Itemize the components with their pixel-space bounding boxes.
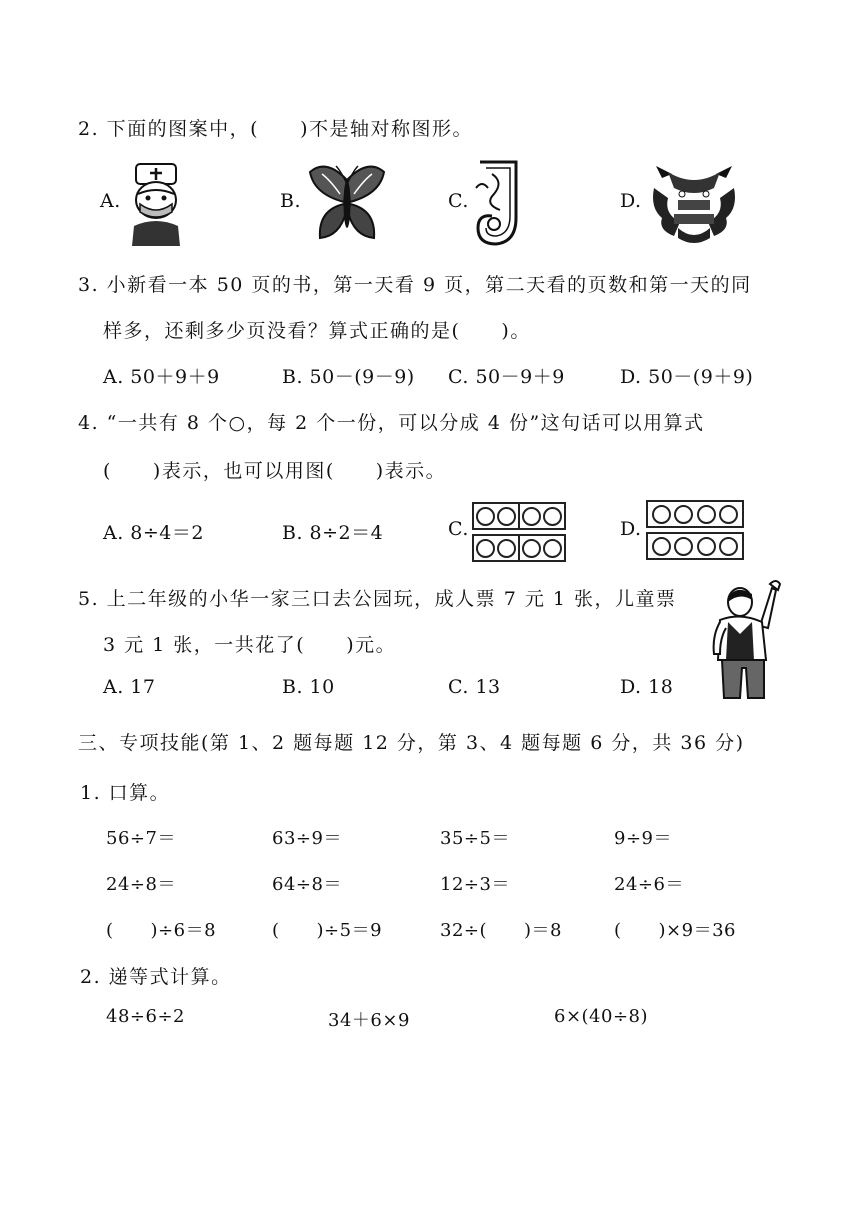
q5-line1: 5. 上二年级的小华一家三口去公园玩，成人票 7 元 1 张，儿童票 <box>78 588 677 610</box>
circle-icon <box>476 507 495 526</box>
oral-item: 9÷9＝ <box>614 828 672 849</box>
divider <box>518 503 520 529</box>
circle-icon <box>497 507 516 526</box>
q4-option-c: C. <box>448 518 469 540</box>
q4-line1: 4. “一共有 8 个○，每 2 个一份，可以分成 4 份”这句话可以用算式 <box>78 412 705 434</box>
oral-item: 35÷5＝ <box>440 828 510 849</box>
q3-option-b: B. 50－(9－9) <box>282 366 415 388</box>
oral-item: ( )÷6＝8 <box>106 920 217 941</box>
q2-text: 2. 下面的图案中，( )不是轴对称图形。 <box>78 118 473 140</box>
oral-item: 12÷3＝ <box>440 874 510 895</box>
q2-option-d-label: D. <box>620 190 642 212</box>
circle-group-box <box>646 500 744 528</box>
boy-waving-icon <box>706 576 786 700</box>
oral-item: 64÷8＝ <box>272 874 342 895</box>
circle-icon <box>697 537 716 556</box>
oral-item: 56÷7＝ <box>106 828 176 849</box>
circle-icon <box>522 507 541 526</box>
q2-option-b-label: B. <box>280 190 302 212</box>
circle-icon <box>697 505 716 524</box>
oral-calc-title: 1. 口算。 <box>80 782 171 804</box>
q3-option-d: D. 50－(9＋9) <box>620 366 754 388</box>
circle-icon <box>674 537 693 556</box>
q5-option-d: D. 18 <box>620 676 674 698</box>
circle-icon <box>719 505 738 524</box>
q2-option-a-label: A. <box>100 190 121 212</box>
twin-phoenix-icon <box>648 158 740 246</box>
stepwise-item: 34＋6×9 <box>328 1010 410 1031</box>
oral-item: ( )÷5＝9 <box>272 920 383 941</box>
q3-line1: 3. 小新看一本 50 页的书，第一天看 9 页，第二天看的页数和第一天的同 <box>78 274 752 296</box>
section-3-title: 三、专项技能(第 1、2 题每题 12 分，第 3、4 题每题 6 分，共 36 分) <box>78 732 745 754</box>
q5-line2: 3 元 1 张，一共花了( )元。 <box>103 634 397 656</box>
q3-line2: 样多，还剩多少页没看？算式正确的是( )。 <box>103 320 531 342</box>
circle-icon <box>543 539 562 558</box>
circle-icon <box>652 505 671 524</box>
q2-option-c-label: C. <box>448 190 469 212</box>
q4-option-d: D. <box>620 518 642 540</box>
q4-line2: ( )表示，也可以用图( )表示。 <box>103 460 447 482</box>
circle-icon <box>497 539 516 558</box>
q4-option-a: A. 8÷4＝2 <box>103 522 204 544</box>
stepwise-item: 6×(40÷8) <box>554 1006 649 1027</box>
q4-option-b: B. 8÷2＝4 <box>282 522 384 544</box>
nurse-face-icon <box>128 160 184 246</box>
circle-group-box <box>472 502 566 530</box>
oral-item: 32÷( )＝8 <box>440 920 562 941</box>
divider <box>518 535 520 561</box>
butterfly-icon <box>306 160 388 244</box>
circle-group-box <box>472 534 566 562</box>
stepwise-item: 48÷6÷2 <box>106 1006 185 1027</box>
oral-item: 24÷6＝ <box>614 874 684 895</box>
circle-icon <box>652 537 671 556</box>
circle-icon <box>674 505 693 524</box>
oral-item: 63÷9＝ <box>272 828 342 849</box>
circle-icon <box>476 539 495 558</box>
q3-option-c: C. 50－9＋9 <box>448 366 565 388</box>
q5-option-b: B. 10 <box>282 676 335 698</box>
q5-option-a: A. 17 <box>103 676 156 698</box>
stepwise-calc-title: 2. 递等式计算。 <box>80 966 232 988</box>
ornate-letter-icon <box>472 158 524 248</box>
circle-group-box <box>646 532 744 560</box>
oral-item: ( )×9＝36 <box>614 920 736 941</box>
circle-icon <box>522 539 541 558</box>
q3-option-a: A. 50＋9＋9 <box>103 366 220 388</box>
q5-option-c: C. 13 <box>448 676 501 698</box>
oral-item: 24÷8＝ <box>106 874 176 895</box>
circle-icon <box>719 537 738 556</box>
circle-icon <box>543 507 562 526</box>
